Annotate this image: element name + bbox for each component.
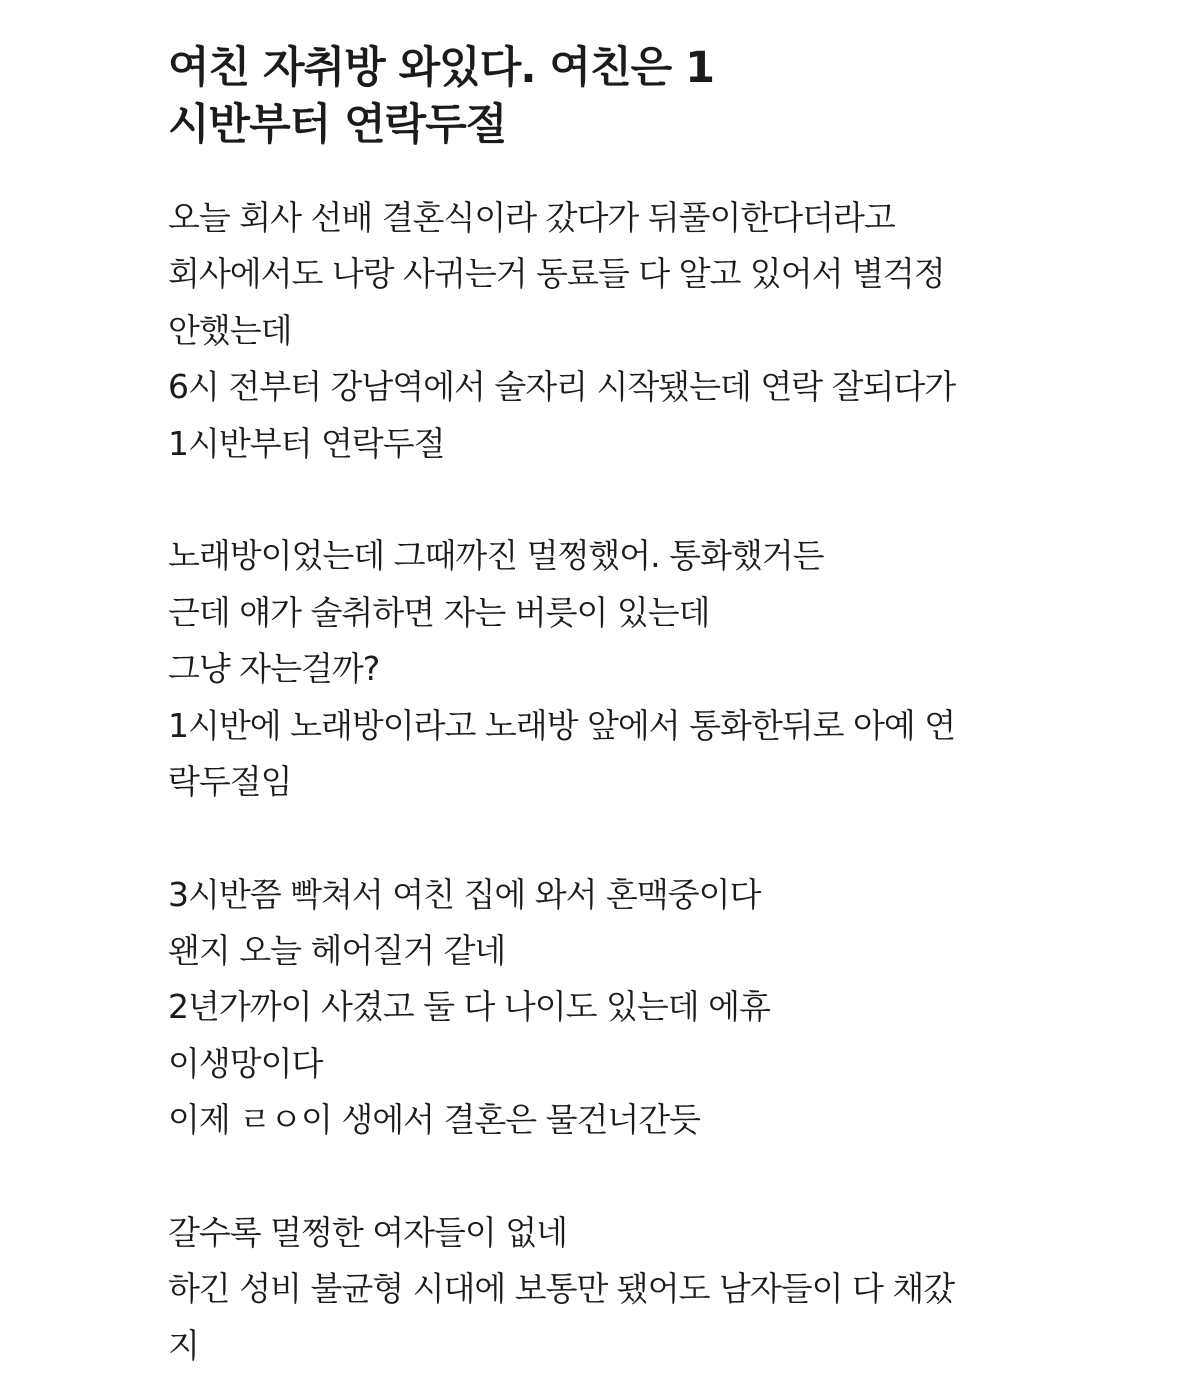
body-line: 1시반에 노래방이라고 노래방 앞에서 통화한뒤로 아예 연 [168,705,956,745]
paragraph-gap [168,472,1008,528]
paragraph-gap [168,810,1008,866]
body-line: 근데 얘가 술취하면 자는 버릇이 있는데 [168,592,710,632]
title-line: 여친 자취방 와있다. 여친은 1 [168,43,715,93]
paragraph [168,190,1008,472]
body-line: 2년가까이 사겼고 둘 다 나이도 있는데 에휴 [168,987,770,1027]
body-line: 안했는데 [168,310,292,350]
paragraph-gap [168,1149,1008,1205]
body-line: 회사에서도 나랑 사귀는거 동료들 다 알고 있어서 별걱정 [168,254,945,294]
title-line: 시반부터 연락두절 [168,100,507,150]
post-title [168,40,808,154]
body-line: 이생망이다 [168,1043,323,1083]
post-body [168,190,1008,1374]
body-line: 왠지 오늘 헤어질거 같네 [168,931,506,971]
paragraph [168,867,1008,1149]
body-line: 하긴 성비 불균형 시대에 보통만 됐어도 남자들이 다 채갔 [168,1269,955,1309]
body-line: 지 [168,1325,199,1365]
body-line: 6시 전부터 강남역에서 술자리 시작됐는데 연락 잘되다가 [168,367,956,407]
body-line: 오늘 회사 선배 결혼식이라 갔다가 뒤풀이한다더라고 [168,198,895,237]
body-line: 노래방이었는데 그때까진 멀쩡했어. 통화했거든 [168,536,824,576]
body-line: 갈수록 멀쩡한 여자들이 없네 [168,1213,568,1253]
body-line: 1시반부터 연락두절 [168,423,445,463]
body-line: 3시반쯤 빡쳐서 여친 집에 와서 혼맥중이다 [168,874,761,914]
body-line: 락두절임 [168,761,292,801]
paragraph [168,528,1008,810]
paragraph [168,1205,1008,1374]
body-line: 이제 ㄹㅇ이 생에서 결혼은 물건너간듯 [168,1100,701,1140]
body-line: 그냥 자는걸까? [168,649,380,689]
